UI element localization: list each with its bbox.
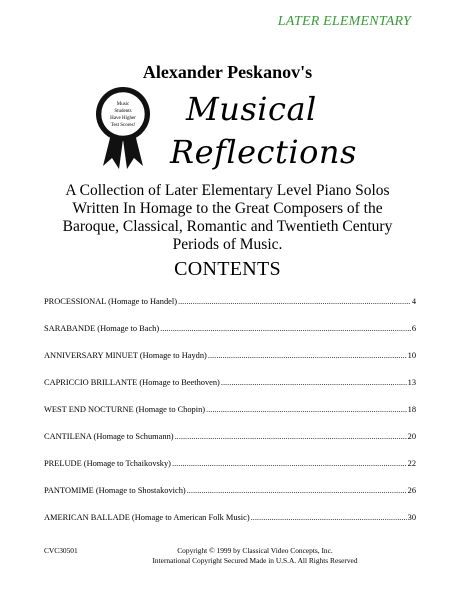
dot-leader bbox=[251, 513, 407, 522]
dot-leader bbox=[175, 432, 407, 441]
contents-item-title: WEST END NOCTURNE (Homage to Chopin) bbox=[44, 405, 206, 414]
dot-leader bbox=[172, 459, 407, 468]
contents-item-title: CAPRICCIO BRILLANTE (Homage to Beethoven) bbox=[44, 378, 220, 387]
contents-item-page: 30 bbox=[407, 513, 416, 522]
copyright-notice bbox=[110, 546, 400, 566]
contents-item-title: ANNIVERSARY MINUET (Homage to Haydn) bbox=[44, 351, 207, 360]
intro-line: Baroque, Classical, Romantic and Twentieth Century bbox=[62, 218, 393, 235]
dot-leader bbox=[187, 486, 407, 495]
contents-item bbox=[44, 486, 416, 513]
contents-item bbox=[44, 432, 416, 459]
dot-leader bbox=[206, 405, 407, 414]
contents-item-page: 20 bbox=[407, 432, 416, 441]
contents-item-title: PROCESSIONAL (Homage to Handel) bbox=[44, 297, 177, 306]
intro-line: A Collection of Later Elementary Level Piano Solos bbox=[65, 182, 390, 199]
contents-item bbox=[44, 513, 416, 540]
dot-leader bbox=[221, 378, 407, 387]
contents-item-page: 22 bbox=[407, 459, 416, 468]
dot-leader bbox=[178, 297, 411, 306]
contents-item-title: SARABANDE (Homage to Bach) bbox=[44, 324, 160, 333]
contents-item bbox=[44, 378, 416, 405]
dot-leader bbox=[208, 351, 407, 360]
contents-item bbox=[44, 324, 416, 351]
contents-item-page: 4 bbox=[411, 297, 416, 306]
copyright-line: International Copyright Secured Made in U.S.A. All Rights Reserved bbox=[152, 556, 358, 565]
contents-item-page: 18 bbox=[407, 405, 416, 414]
contents-item-title: AMERICAN BALLADE (Homage to American Folk Music) bbox=[44, 513, 250, 522]
contents-item bbox=[44, 297, 416, 324]
ribbon-text-line: Music bbox=[116, 102, 130, 107]
contents-heading: CONTENTS bbox=[174, 258, 281, 280]
contents-item-title: PANTOMIME (Homage to Shostakovich) bbox=[44, 486, 186, 495]
contents-item-page: 26 bbox=[407, 486, 416, 495]
contents-item-page: 6 bbox=[411, 324, 416, 333]
contents-item bbox=[44, 459, 416, 486]
ribbon-text-line: Test Scores! bbox=[110, 123, 136, 128]
contents-item-title: PRELUDE (Homage to Tchaikovsky) bbox=[44, 459, 171, 468]
ribbon-text-line: Students bbox=[114, 109, 132, 114]
contents-item bbox=[44, 351, 416, 378]
contents-item-page: 13 bbox=[407, 378, 416, 387]
level-label: LATER ELEMENTARY bbox=[277, 14, 411, 29]
contents-item-title: CANTILENA (Homage to Schumann) bbox=[44, 432, 174, 441]
copyright-line: Copyright © 1999 by Classical Video Concepts, Inc. bbox=[177, 546, 333, 555]
intro-line: Periods of Music. bbox=[172, 236, 283, 253]
title-reflections: Reflections bbox=[170, 133, 357, 171]
contents-item-page: 10 bbox=[407, 351, 416, 360]
catalog-code: CVC30501 bbox=[44, 546, 78, 555]
contents-list bbox=[44, 297, 416, 540]
intro-text bbox=[0, 182, 455, 254]
title-musical: Musical bbox=[186, 90, 317, 128]
author-heading: Alexander Peskanov's bbox=[142, 62, 313, 82]
ribbon-text-line: Have Higher bbox=[110, 116, 136, 121]
contents-item bbox=[44, 405, 416, 432]
intro-line: Written In Homage to the Great Composers of the bbox=[72, 200, 383, 217]
award-ribbon-icon bbox=[93, 86, 153, 170]
dot-leader bbox=[160, 324, 411, 333]
